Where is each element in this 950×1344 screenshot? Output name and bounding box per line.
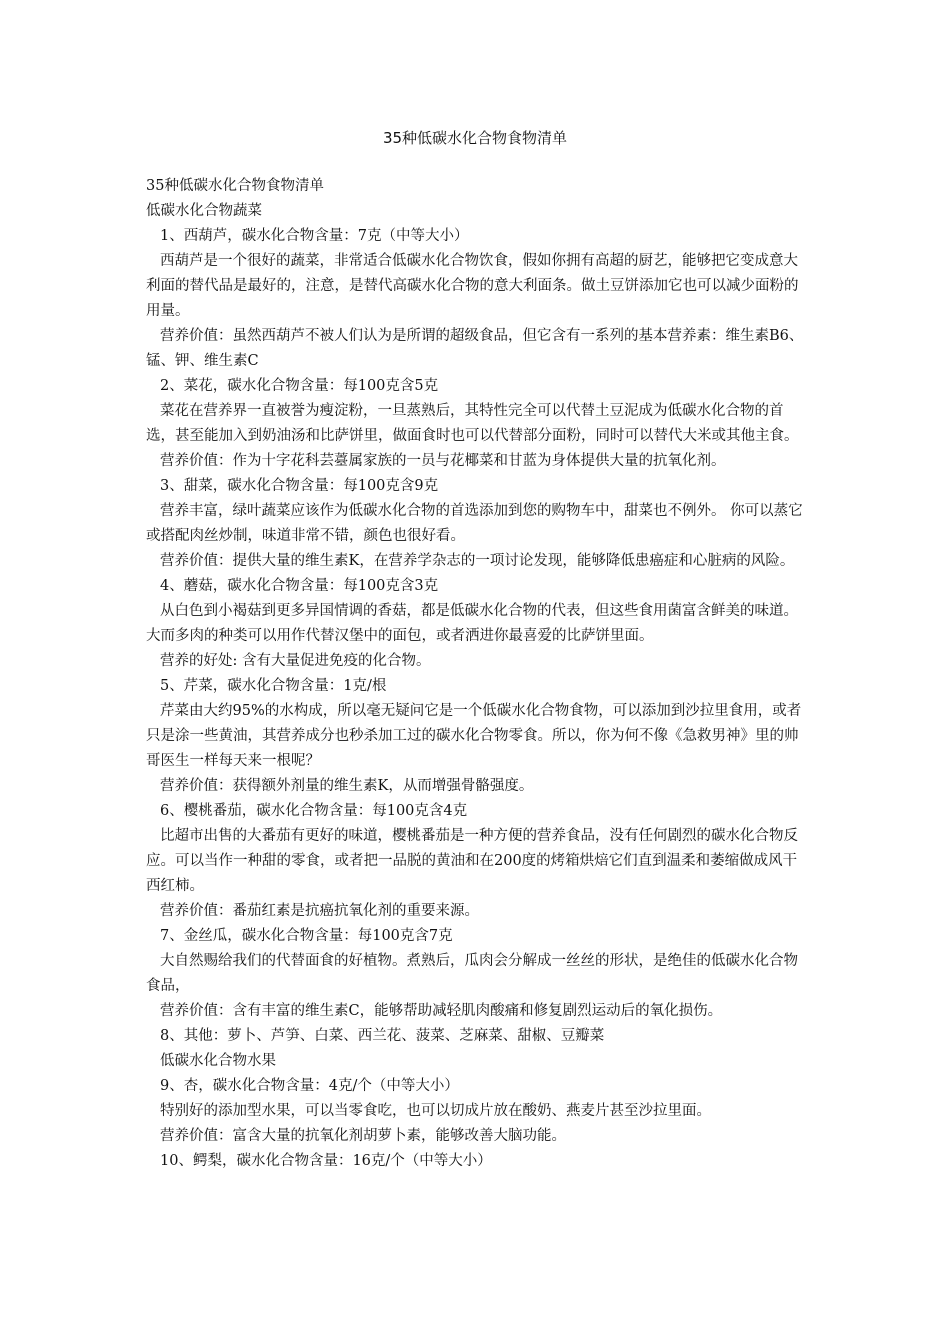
paragraph: 营养价值：含有丰富的维生素C，能够帮助减轻肌肉酸痛和修复剧烈运动后的氧化损伤。 <box>160 1003 723 1019</box>
paragraph: 9、杏，碳水化合物含量：4克/个（中等大小） <box>160 1078 459 1094</box>
paragraph: 营养价值：作为十字花科芸薹属家族的一员与花椰菜和甘蓝为身体提供大量的抗氧化剂。 <box>160 453 726 469</box>
paragraph: 营养价值：番茄红素是抗癌抗氧化剂的重要来源。 <box>160 903 479 919</box>
paragraph: 营养的好处: 含有大量促进免疫的化合物。 <box>160 653 431 669</box>
paragraph: 6、樱桃番茄，碳水化合物含量：每100克含4克 <box>160 803 468 819</box>
paragraph: 4、蘑菇，碳水化合物含量：每100克含3克 <box>160 578 439 594</box>
paragraph: 10、鳄梨，碳水化合物含量：16克/个（中等大小） <box>160 1153 492 1169</box>
paragraph: 营养价值：提供大量的维生素K，在营养学杂志的一项讨论发现，能够降低患癌症和心脏病的风险。 <box>160 553 795 569</box>
paragraph: 8、其他：萝卜、芦笋、白菜、西兰花、菠菜、芝麻菜、甜椒、豆瓣菜 <box>160 1028 605 1044</box>
paragraph: 特别好的添加型水果，可以当零食吃，也可以切成片放在酸奶、燕麦片甚至沙拉里面。 <box>160 1103 711 1119</box>
paragraph: 营养价值：虽然西葫芦不被人们认为是所谓的超级食品，但它含有一系列的基本营养素：维生素B6、锰、钾、维生素C <box>146 328 804 369</box>
paragraph: 菜花在营养界一直被誉为瘦淀粉，一旦蒸熟后，其特性完全可以代替土豆泥成为低碳水化合物的首选，甚至能加入到奶油汤和比萨饼里，做面食时也可以代替部分面粉，同时可以替代大米或其他主食。 <box>146 403 799 444</box>
paragraph: 比超市出售的大番茄有更好的味道，樱桃番茄是一种方便的营养食品，没有任何剧烈的碳水化合物反应。可以当作一种甜的零食，或者把一品脱的黄油和在200度的烤箱烘焙它们直到温柔和萎缩做成风干西红柿。 <box>146 828 798 894</box>
paragraph: 营养丰富，绿叶蔬菜应该作为低碳水化合物的首选添加到您的购物车中，甜菜也不例外。 你可以蒸它或搭配肉丝炒制，味道非常不错，颜色也很好看。 <box>146 503 803 544</box>
paragraph: 低碳水化合物水果 <box>160 1053 276 1069</box>
paragraph: 营养价值：获得额外剂量的维生素K，从而增强骨骼强度。 <box>160 778 534 794</box>
paragraph: 7、金丝瓜，碳水化合物含量：每100克含7克 <box>160 928 453 944</box>
paragraph: 3、甜菜，碳水化合物含量：每100克含9克 <box>160 478 439 494</box>
paragraph: 1、西葫芦，碳水化合物含量：7克（中等大小） <box>160 228 469 244</box>
document-title: 35种低碳水化合物食物清单 <box>382 129 568 147</box>
paragraph: 西葫芦是一个很好的蔬菜，非常适合低碳水化合物饮食，假如你拥有高超的厨艺，能够把它变成意大利面的替代品是最好的，注意，是替代高碳水化合物的意大利面条。做土豆饼添加它也可以减少面粉的用量。 <box>146 253 799 319</box>
paragraph: 芹菜由大约95%的水构成，所以毫无疑问它是一个低碳水化合物食物，可以添加到沙拉里食用，或者只是涂一些黄油，其营养成分也秒杀加工过的碳水化合物零食。所以，你为何不像《急救男神》里的帅哥医生一样每天来一根呢？ <box>146 703 802 769</box>
paragraph: 从白色到小褐菇到更多异国情调的香菇，都是低碳水化合物的代表，但这些食用菌富含鲜美的味道。大而多肉的种类可以用作代替汉堡中的面包，或者洒进你最喜爱的比萨饼里面。 <box>146 603 798 644</box>
paragraph: 低碳水化合物蔬菜 <box>146 203 262 219</box>
paragraph: 2、菜花，碳水化合物含量：每100克含5克 <box>160 378 439 394</box>
paragraph: 营养价值：富含大量的抗氧化剂胡萝卜素，能够改善大脑功能。 <box>160 1128 566 1144</box>
paragraph: 大自然赐给我们的代替面食的好植物。煮熟后，瓜肉会分解成一丝丝的形状，是绝佳的低碳水化合物食品， <box>146 953 798 994</box>
paragraph: 5、芹菜，碳水化合物含量：1克/根 <box>160 678 387 694</box>
document-body <box>146 174 808 1174</box>
paragraph: 35种低碳水化合物食物清单 <box>146 178 324 194</box>
